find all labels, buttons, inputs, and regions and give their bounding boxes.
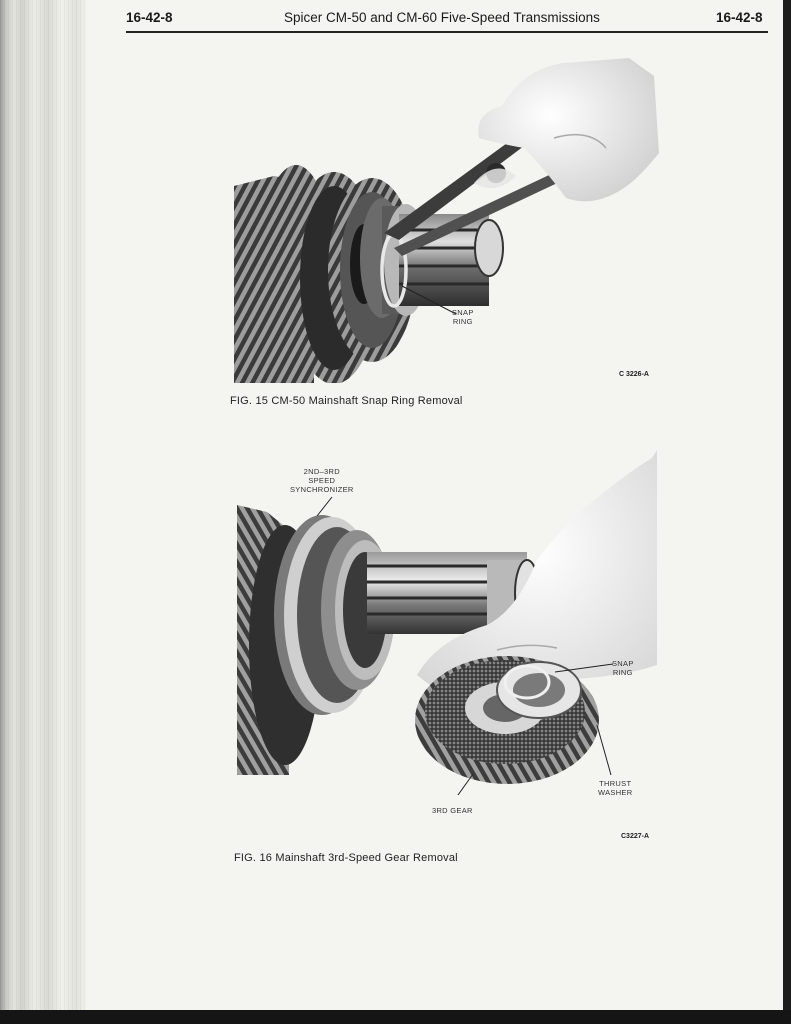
page-number-right: 16-42-8 xyxy=(716,10,763,25)
figure-15-caption: FIG. 15 CM-50 Mainshaft Snap Ring Removal xyxy=(230,395,463,407)
header-rule xyxy=(126,31,768,33)
figure-16-synchronizer-label: 2ND–3RD SPEED SYNCHRONIZER xyxy=(290,467,354,494)
page-bottom-edge xyxy=(0,1010,791,1024)
figure-15-code: C 3226-A xyxy=(619,371,649,378)
figure-15-snap-ring-label: SNAP RING xyxy=(452,308,474,326)
figure-16-photo xyxy=(237,450,657,795)
book-binding-edge xyxy=(0,0,86,1010)
page-number-left: 16-42-8 xyxy=(126,10,173,25)
page-right-edge xyxy=(783,0,791,1010)
figure-16-thrust-washer-label: THRUST WASHER xyxy=(598,779,633,797)
figure-15-photo xyxy=(234,58,664,383)
figure-16-caption: FIG. 16 Mainshaft 3rd-Speed Gear Removal xyxy=(234,852,458,864)
figure-16-snap-ring-label: SNAP RING xyxy=(612,659,634,677)
figure-16-third-gear-label: 3RD GEAR xyxy=(432,806,473,815)
figure-16-code: C3227-A xyxy=(621,833,650,840)
page-title: Spicer CM-50 and CM-60 Five-Speed Transmissions xyxy=(284,10,600,25)
